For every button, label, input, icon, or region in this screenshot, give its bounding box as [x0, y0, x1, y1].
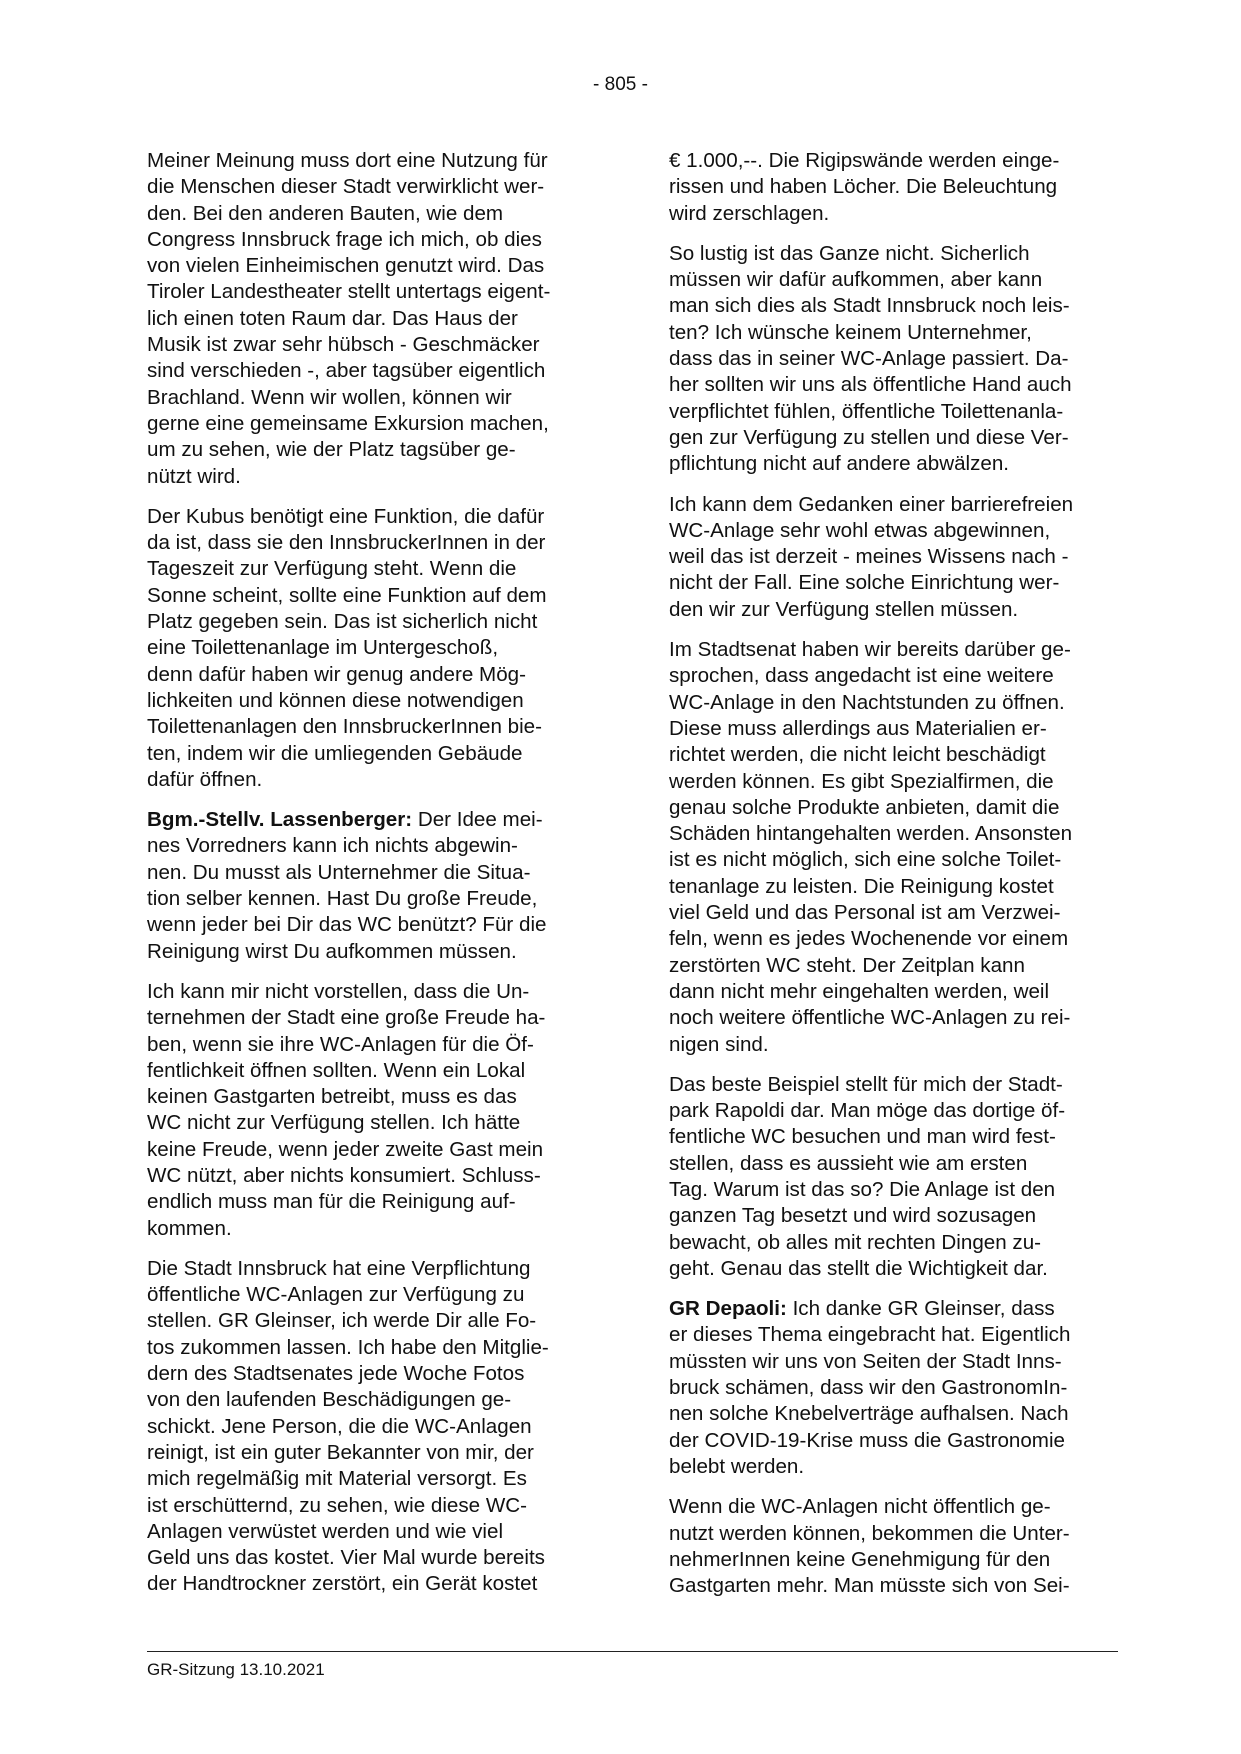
- text-line: Diese muss allerdings aus Materialien er-: [669, 716, 1047, 740]
- text-line: zerstörten WC steht. Der Zeitplan kann: [669, 953, 1025, 977]
- text-line: tenanlage zu leisten. Die Reinigung kostet: [669, 874, 1054, 898]
- text-line: Toilettenanlagen den InnsbruckerInnen bie-: [147, 715, 542, 739]
- text-line: Musik ist zwar sehr hübsch - Geschmäcker: [147, 333, 540, 357]
- text-line: dern des Stadtsenates jede Woche Fotos: [147, 1362, 525, 1386]
- page-number: - 805 -: [593, 74, 648, 95]
- footer-divider: [147, 1651, 1118, 1652]
- text-line: dafür öffnen.: [147, 767, 263, 791]
- text-line: gerne eine gemeinsame Exkursion machen,: [147, 411, 549, 435]
- text-line: tos zukommen lassen. Ich habe den Mitglie-: [147, 1335, 549, 1359]
- text-line: Der Kubus benötigt eine Funktion, die dafür: [147, 504, 545, 528]
- paragraph: [669, 1494, 1124, 1599]
- paragraph: [669, 148, 1124, 227]
- text-line: WC-Anlage in den Nachtstunden zu öffnen.: [669, 690, 1065, 714]
- text-line: dann nicht mehr eingehalten werden, weil: [669, 979, 1050, 1003]
- text-line: denn dafür haben wir genug andere Mög-: [147, 662, 526, 686]
- text-line: fentliche WC besuchen und man wird fest-: [669, 1125, 1056, 1149]
- text-line: mich regelmäßig mit Material versorgt. Es: [147, 1467, 527, 1491]
- text-line: dass das in seiner WC-Anlage passiert. Da-: [669, 347, 1069, 371]
- text-line: fentlichkeit öffnen sollten. Wenn ein Lokal: [147, 1058, 526, 1082]
- text-line: der COVID-19-Krise muss die Gastronomie: [669, 1428, 1065, 1452]
- right-column: [669, 148, 1124, 1613]
- text-line: Tageszeit zur Verfügung steht. Wenn die: [147, 557, 517, 581]
- text-line: den wir zur Verfügung stellen müssen.: [669, 597, 1019, 621]
- paragraph: [669, 241, 1124, 478]
- text-line: nes Vorredners kann ich nichts abgewin-: [147, 834, 518, 858]
- text-line: ternehmen der Stadt eine große Freude ha-: [147, 1006, 546, 1030]
- text-line: ist es nicht möglich, sich eine solche Toilet-: [669, 848, 1062, 872]
- text-line: rissen und haben Löcher. Die Beleuchtung: [669, 175, 1058, 199]
- text-line: Tag. Warum ist das so? Die Anlage ist den: [669, 1177, 1056, 1201]
- text-line: weil das ist derzeit - meines Wissens nach -: [669, 545, 1069, 569]
- paragraph: [669, 1072, 1124, 1282]
- text-line: lich einen toten Raum dar. Das Haus der: [147, 306, 518, 330]
- paragraph: [147, 1256, 602, 1598]
- text-line: der Handtrockner zerstört, ein Gerät kostet: [147, 1572, 538, 1596]
- text-line: Sonne scheint, sollte eine Funktion auf dem: [147, 583, 547, 607]
- text-line: müssen wir dafür aufkommen, aber kann: [669, 268, 1043, 292]
- text-line: nicht der Fall. Eine solche Einrichtung wer-: [669, 571, 1060, 595]
- text-line: kommen.: [147, 1216, 232, 1240]
- text-line: Platz gegeben sein. Das ist sicherlich nicht: [147, 610, 538, 634]
- text-line: richtet werden, die nicht leicht beschädigt: [669, 743, 1046, 767]
- text-line: ganzen Tag besetzt und wird sozusagen: [669, 1204, 1037, 1228]
- text-line: bewacht, ob alles mit rechten Dingen zu-: [669, 1230, 1042, 1254]
- text-line: gen zur Verfügung zu stellen und diese Ver-: [669, 425, 1069, 449]
- text-line: WC-Anlage sehr wohl etwas abgewinnen,: [669, 518, 1051, 542]
- text-line: ten? Ich wünsche keinem Unternehmer,: [669, 320, 1032, 344]
- text-line: von vielen Einheimischen genutzt wird. Das: [147, 254, 545, 278]
- text-line: tion selber kennen. Hast Du große Freude,: [147, 887, 538, 911]
- paragraph: [669, 1296, 1124, 1480]
- text-line: keine Freude, wenn jeder zweite Gast mein: [147, 1137, 544, 1161]
- text-line: werden können. Es gibt Spezialfirmen, die: [669, 769, 1054, 793]
- text-line: geht. Genau das stellt die Wichtigkeit dar.: [669, 1256, 1048, 1280]
- text-line: nen. Du musst als Unternehmer die Situa-: [147, 860, 531, 884]
- text-line: Gastgarten mehr. Man müsste sich von Sei-: [669, 1574, 1070, 1598]
- text-line: viel Geld und das Personal ist am Verzwei-: [669, 901, 1061, 925]
- text-line: keinen Gastgarten betreibt, muss es das: [147, 1085, 517, 1109]
- paragraph: [147, 979, 602, 1242]
- paragraph: [147, 504, 602, 793]
- paragraph: [669, 492, 1124, 623]
- text-line: den. Bei den anderen Bauten, wie dem: [147, 201, 504, 225]
- text-line: Wenn die WC-Anlagen nicht öffentlich ge-: [669, 1495, 1051, 1519]
- text-line: her sollten wir uns als öffentliche Hand auch: [669, 373, 1072, 397]
- left-column: [147, 148, 602, 1612]
- text-line: man sich dies als Stadt Innsbruck noch leis-: [669, 294, 1070, 318]
- text-line: sind verschieden -, aber tagsüber eigentlich: [147, 359, 546, 383]
- text-line: lichkeiten und können diese notwendigen: [147, 688, 524, 712]
- text-line: Die Stadt Innsbruck hat eine Verpflichtung: [147, 1256, 531, 1280]
- text-line: reinigt, ist ein guter Bekannter von mir, der: [147, 1440, 534, 1464]
- text-line: ist erschütternd, zu sehen, wie diese WC-: [147, 1493, 527, 1517]
- paragraph: [147, 148, 602, 490]
- text-line: Ich kann mir nicht vorstellen, dass die Un-: [147, 979, 530, 1003]
- text-line: park Rapoldi dar. Man möge das dortige öf-: [669, 1099, 1066, 1123]
- text-line: nützt wird.: [147, 464, 241, 488]
- text-line: [669, 1296, 1124, 1322]
- text-line: Reinigung wirst Du aufkommen müssen.: [147, 939, 517, 963]
- text-line: [147, 807, 602, 833]
- text-line: Brachland. Wenn wir wollen, können wir: [147, 385, 512, 409]
- text-line: nen solche Knebelverträge aufhalsen. Nach: [669, 1402, 1069, 1426]
- text-line: von den laufenden Beschädigungen ge-: [147, 1388, 512, 1412]
- text-line: So lustig ist das Ganze nicht. Sicherlich: [669, 241, 1030, 265]
- text-line: Das beste Beispiel stellt für mich der Stadt-: [669, 1072, 1063, 1096]
- footer-session-date: GR-Sitzung 13.10.2021: [147, 1660, 325, 1679]
- text-line: Ich kann dem Gedanken einer barrierefreien: [669, 492, 1074, 516]
- text-line: nehmerInnen keine Genehmigung für den: [669, 1547, 1051, 1571]
- text-line: genau solche Produkte anbieten, damit die: [669, 795, 1060, 819]
- text-line: WC nicht zur Verfügung stellen. Ich hätte: [147, 1111, 521, 1135]
- text-fragment: Ich danke GR Gleinser, dass: [786, 1297, 1055, 1321]
- paragraph: [669, 637, 1124, 1058]
- text-line: Geld uns das kostet. Vier Mal wurde bereits: [147, 1546, 545, 1570]
- text-line: Im Stadtsenat haben wir bereits darüber ge-: [669, 638, 1071, 662]
- text-line: da ist, dass sie den InnsbruckerInnen in der: [147, 531, 546, 555]
- text-line: Anlagen verwüstet werden und wie viel: [147, 1519, 504, 1543]
- speaker-name: GR Depaoli:: [669, 1297, 787, 1321]
- text-line: nigen sind.: [669, 1032, 769, 1056]
- text-line: er dieses Thema eingebracht hat. Eigentlich: [669, 1323, 1071, 1347]
- text-line: stellen. GR Gleinser, ich werde Dir alle Fo-: [147, 1309, 537, 1333]
- text-line: um zu sehen, wie der Platz tagsüber ge-: [147, 438, 516, 462]
- speaker-name: Bgm.-Stellv. Lassenberger:: [147, 808, 413, 832]
- text-line: Tiroler Landestheater stellt untertags eigent-: [147, 280, 551, 304]
- text-line: feln, wenn es jedes Wochenende vor einem: [669, 927, 1069, 951]
- text-line: Meiner Meinung muss dort eine Nutzung für: [147, 149, 548, 172]
- text-line: bruck schämen, dass wir den GastronomIn-: [669, 1376, 1068, 1400]
- text-line: pflichtung nicht auf andere abwälzen.: [669, 452, 1010, 476]
- text-fragment: Der Idee mei-: [412, 808, 543, 832]
- text-line: Schäden hintangehalten werden. Ansonsten: [669, 822, 1073, 846]
- text-line: müssten wir uns von Seiten der Stadt Inns-: [669, 1349, 1062, 1373]
- text-line: öffentliche WC-Anlagen zur Verfügung zu: [147, 1283, 525, 1307]
- text-line: noch weitere öffentliche WC-Anlagen zu rei-: [669, 1006, 1071, 1030]
- text-line: WC nützt, aber nichts konsumiert. Schluss-: [147, 1163, 541, 1187]
- text-line: wenn jeder bei Dir das WC benützt? Für die: [147, 913, 547, 937]
- text-line: verpflichtet fühlen, öffentliche Toilettenanla-: [669, 399, 1064, 423]
- text-line: Congress Innsbruck frage ich mich, ob dies: [147, 227, 542, 251]
- text-line: ben, wenn sie ihre WC-Anlagen für die Öf-: [147, 1032, 534, 1056]
- text-line: nutzt werden können, bekommen die Unter-: [669, 1521, 1070, 1545]
- text-line: sprochen, dass angedacht ist eine weitere: [669, 664, 1054, 688]
- text-line: belebt werden.: [669, 1454, 805, 1478]
- text-line: endlich muss man für die Reinigung auf-: [147, 1190, 516, 1214]
- text-line: schickt. Jene Person, die die WC-Anlagen: [147, 1414, 532, 1438]
- text-line: die Menschen dieser Stadt verwirklicht wer-: [147, 175, 545, 199]
- text-line: € 1.000,--. Die Rigipswände werden einge-: [669, 149, 1060, 172]
- text-line: stellen, dass es aussieht wie am ersten: [669, 1151, 1028, 1175]
- text-line: wird zerschlagen.: [669, 201, 830, 225]
- paragraph: [147, 807, 602, 965]
- text-line: eine Toilettenanlage im Untergeschoß,: [147, 636, 499, 660]
- text-line: ten, indem wir die umliegenden Gebäude: [147, 741, 523, 765]
